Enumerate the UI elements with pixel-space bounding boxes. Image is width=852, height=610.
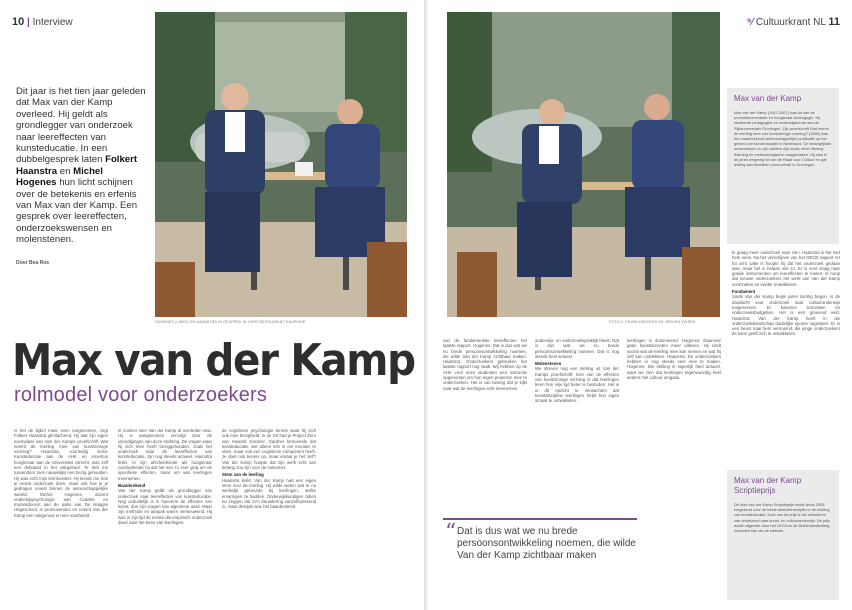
right-col1-text: van de fundamentele leereffecten het laatste rapport. Hogenes: Dat is dus wat we nu brede persoonsontwikkeling noemen, die wilde Van der Kamp zichtbaar maken. Haanstra: Onderzoekers gebruiken het laatste rapport nog vaak. Wij hebben op de AHK voor onze studenten een instructie opgenomen om hun eigen projecten mee te onderzoeken. Het is van belang dat je kijkt naar wat de leerlingen echt meenemen. — [443, 338, 527, 391]
section-label-left: Interview — [32, 17, 73, 28]
prize-text: De Max van der Kamp Scriptieprijs wordt sinds 2005 toegekend voor de beste afstudeerscriptie in de richting van kunsteducatie. Doel van de prijs is het stimuleren van onderzoek naar kunst- en cultuuronderwijs. De prijs wordt uitgereikt door het LKCA en de Boekmanstichting. Inzenden kan via de website. — [734, 502, 831, 534]
intro-name-haanstra: Folkert Haanstra — [16, 154, 138, 177]
col2b-text: Van der Kamp geldt als grondlegger van onderzoek naar leereffecten van kunsteducatie. Nog onduidelijk is in hoeverre de effecten van kunst, dus zijn vragen van algemene aard. Maar zijn methode en aanpak waren vernieuwend. Hij was in zijn tijd de eerste die empirisch onderzoek deed naar het leren van leerlingen. — [118, 488, 212, 526]
cafe-scene-illustration-2 — [447, 12, 720, 317]
page-number-right: 11 — [828, 16, 840, 28]
article-column-right-2 — [535, 338, 619, 508]
article-headline: Max van der Kamp — [12, 335, 415, 386]
right-col3-text: leerlingen in dominerend. Hogenes: Daarvoor gaan kunstdocenten meer uitleven. Hij vindt vooral wat de leerling mee kan nemen en wat hij zelf kan ontdekken. Haanstra: De onderzoekers hebben er nog steeds veel mee te maken. Hogenes: Die stelling is eigenlijk heel actueel, want we zien dat leerlingen tegenwoordig heel anders met cultuur omgaan. — [627, 338, 721, 381]
photo-caption-right: FOTO'S: EDWIN DEKKERS EN JEROEN VISSER — [609, 320, 696, 324]
photo-caption-left: HOGENES (LINKS) EN HAANSTRA IN GESPREK IN CAFÉ-RESTAURANT DAUPHINE — [155, 320, 306, 324]
section-divider-mark: | — [27, 17, 30, 28]
col3b-text: Haanstra knikt. Van der Kamp had een eigen stem voor de leerling. Hij wilde weten wat er nu werkelijk gebeurde bij leerlingen, welke ervaringen ze hadden. Onderwijskundigen zullen nu zeggen dat zo'n benadering vanzelfsprekend is, maar destijds was het baanbrekend. — [222, 477, 316, 510]
bio-text: Max van der Kamp (1947-2007) was lid van de promotiecommissie en hoogleraar Andragogie. Hij studeerde pedagogiek en onderwijskunde aan de Rijksuniversiteit Groningen. Zijn proefschrift Wat neemt de leerling mee van kunstzinnige vorming? (1980) was een baanbrekend wetenschappelijke publicatie op het gebied van kunsteducatie in Nederland. De belangrijkste onderwerpen in zijn carrière zijn onder meer lifelong learning en methodologische vraagstukken. Hij was in de jaren negentig lid van de Raad voor Cultuur en gaf leiding aan tientallen promovendi in Groningen. — [734, 110, 832, 168]
byline: Door Bea Ros — [16, 260, 50, 266]
interview-photo-left — [155, 12, 407, 317]
right-col2b-text: We streven nog een stelling uit Van der Kamps proefschrift: Een van de effecten van kunstzinnige vorming is dat leerlingen leren hun vrije tijd beter te besteden. Het is in dit opzicht te verwachten dat kunstdiscipline leerlingen helpt hun eigen smaak te ontwikkelen. — [535, 366, 619, 404]
folio-right — [747, 16, 840, 28]
subheading-molenstenen: Molenstenen — [535, 361, 562, 367]
prize-sidebar — [727, 470, 839, 600]
left-page — [0, 0, 425, 610]
prize-title: Max van der Kamp Scriptieprijs — [734, 476, 802, 495]
intro-and: en — [57, 165, 74, 177]
intro-text-1: Dit jaar is het tien jaar geleden dat Max van der Kamp overleed. Hij geldt als grondlegger van onderzoek naar leereffecten van kunsteducatie. In een dubbelgesprek laten — [16, 86, 146, 166]
cafe-scene-illustration — [155, 12, 407, 317]
folio-left — [12, 16, 73, 28]
article-column-right-3 — [627, 338, 721, 598]
pull-quote-text: Dat is dus wat we nu brede persoonsontwikkeling noemen, die wilde Van der Kamp zichtbaar maken — [457, 526, 636, 561]
quote-mark-icon: “ — [445, 520, 457, 545]
subheading-baanbrekend: Baanbrekend — [118, 482, 146, 488]
article-column-3 — [222, 428, 316, 604]
interview-photo-right — [447, 12, 720, 317]
bio-title: Max van der Kamp — [734, 94, 802, 103]
page-number-left: 10 — [12, 16, 25, 28]
intro-name-hogenes: Michel Hogenes — [16, 165, 103, 189]
section-label-right: Cultuurkrant NL — [755, 17, 826, 28]
right-col4-text: Ik graag meer onderzoek naar zien. Haanstra is het met hem eens. Na het verschijnen van het OECD rapport Art for art's sake is hoopte hij dat het onderzoek gedaan was, maar het is helaas niet zo. Er is veel vraag naar goede instrumenten om leereffecten te meten. Ik hoop dat nieuwe onderzoekers het werk van Van der Kamp voortzetten en verder ontwikkelen. — [732, 250, 840, 287]
bio-sidebar — [727, 88, 839, 244]
col3-text: de cognitieve psychologie terrein waar hij zich ook mee bezighield. In de VS had je Project Zero van Howard Gardner. Gardner benoemde dat kunsteducatie niet alleen iets is om emoties te uiten, maar ook een cognitieve component heeft. Je doet ook kennis op, maar ervaar je het zelf? Van der Kamp hoopte dat zijn werk echt van belang zou zijn voor de toekomst. — [222, 428, 316, 471]
pull-quote — [443, 518, 637, 562]
col1-text: Is het de bijbel maar even toegenomen, zegt Folkert Haanstra glimlachend. Hij laat zijn eigen exemplaar van Van der Kamps proefschrift Wat neemt de leerling mee van kunstzinnige vorming? Haanstra, voormalig lector Kunsteducatie aan de AHK en emeritus hoogleraar aan de Universiteit Utrecht, was zelf een debutant in het vakgebied. Te heb me tussendoor toen nauwelijks met bezig gehouden. Hij was echt mijn leermeester. Hij leerde me hoe je moest onderzoek doen, maar ook hoe je je gedragen moest binnen de wetenschappelijke wereld. Michel Hogenes, docent onderwijspsychologie aan Codarts en muziekdocent aan de pabo van De Haagse Hogeschool, is promovendus en noemt Van der Kamp een vakgenoot en een voorbeeld. — [14, 428, 108, 518]
intro-paragraph — [16, 86, 146, 246]
brand-mark: ⁹⁄ — [746, 17, 754, 28]
right-col4b-text: Sinds Van der Kamp begin jaren tachtig begon, is de aandacht voor onderzoek naar cultuuronderwijs toegenomen. Er kwamen lectoraten en onderzoeksbudgetten. Het is een groeiend veld. Haanstra: Van der Kamp heeft in die onderzoekslandschap duidelijke sporen nagelaten. Er is een beurs naar hem vernoemd, die jonge onderzoekers de kans geeft zich te ontwikkelen. — [732, 294, 840, 337]
article-column-right-1 — [443, 338, 527, 508]
article-column-1 — [14, 428, 108, 604]
article-column-2 — [118, 428, 212, 604]
article-column-right-4 — [732, 250, 840, 445]
col2-text: te zoeken toen Van der Kamp al overleden was. Hij is aangenomen vervolgt door de uitnodigingen van deze stichting. De vragen waar hij zich mee heeft beziggehouden, zoals het onderzoek naar de leereffecten van kunsteducatie, zijn nog steeds actueel. Haanstra knikt. In zijn afscheidsrede als hoogleraar concludeerde hij dat het niet zo zeer ging om de specifieke effecten, maar om wat leerlingen meenemen. — [118, 428, 212, 481]
subheading-stem-van-de-leerling: Stem van de leerling — [222, 472, 264, 478]
subheading-fundament: Fundament — [732, 289, 756, 295]
intro-text-2: hun licht schijnen over de betekenis en erfenis van Max van der Kamp. Een gesprek over leereffecten, onderzoekswensen en molenstenen. — [16, 177, 138, 246]
right-col2-text: onderwijs- en onderzoekspraktijk bleek. Dat is dus wat we nu brede persoonsontwikkeling noemen. Dat is nog steeds heel actueel. — [535, 338, 619, 359]
article-subheadline: rolmodel voor onderzoekers — [14, 384, 268, 406]
